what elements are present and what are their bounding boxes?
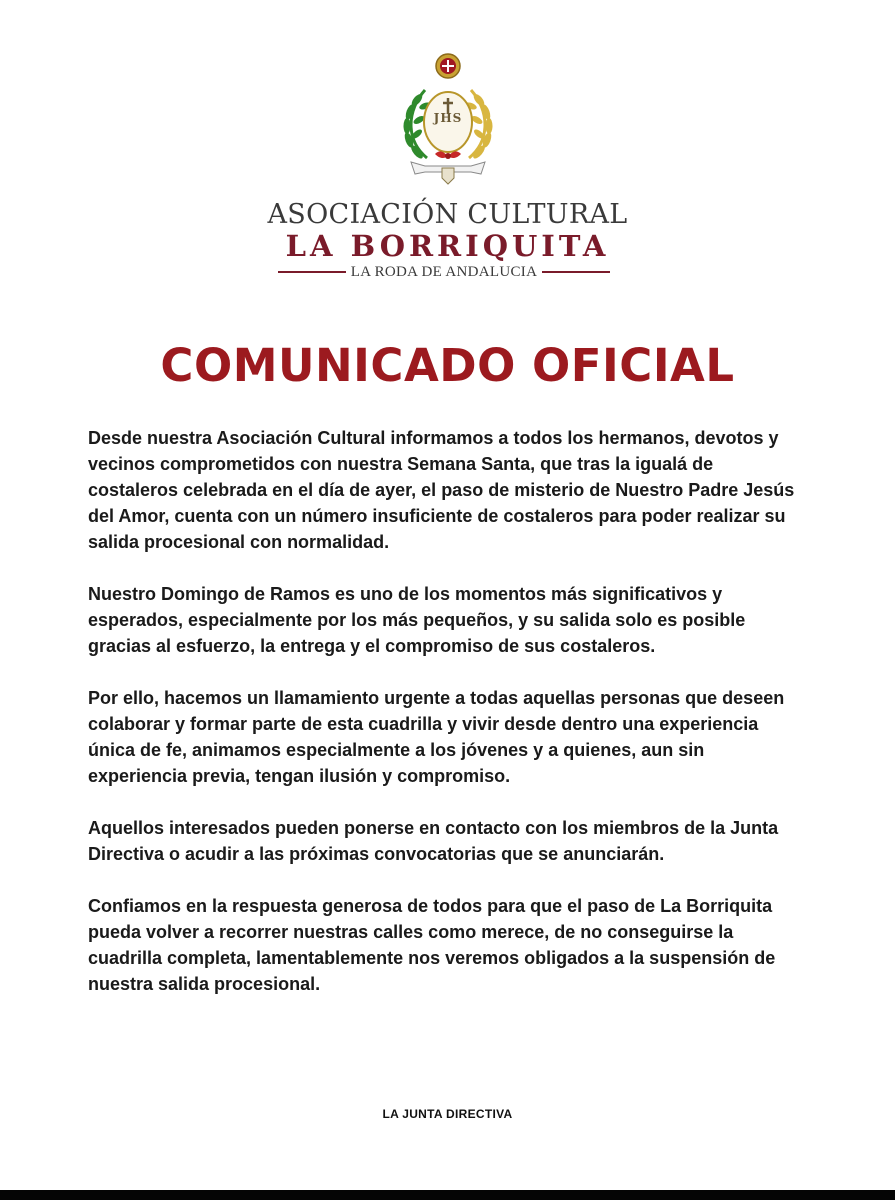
org-name-line2: LA BORRIQUITA [285,229,610,263]
paragraph-1: Desde nuestra Asociación Cultural informamos a todos los hermanos, devotos y vecinos comprometidos con nuestra Semana Santa, que tras la igualá de costaleros celebrada en el día de ayer, el paso de misterio de Nuestro Padre Jesús del Amor, cuenta con un número insuficiente de costaleros para poder realizar su salida procesional con normalidad. [88,428,795,552]
left-divider [278,271,346,273]
paragraph-5: Confiamos en la respuesta generosa de todos para que el paso de La Borriquita pueda volver a recorrer nuestras calles como merece, de no conseguirse la cuadrilla completa, lamentablemente nos veremos obligados a la suspensión de nuestra salida procesional. [88,896,776,994]
org-name-line1: ASOCIACIÓN CULTURAL [267,199,628,230]
org-location-row [278,262,610,282]
signature: LA JUNTA DIRECTIVA [382,1107,513,1121]
right-divider [542,271,610,273]
announcement-body [88,425,808,1023]
page-title: COMUNICADO OFICIAL [160,339,735,392]
paragraph-3: Por ello, hacemos un llamamiento urgente a todas aquellas personas que deseen colaborar y formar parte de esta cuadrilla y vivir desde dentro una experiencia única de fe, animamos especialmente a los jóvenes y a quienes, aun sin experiencia previa, tengan ilusión y compromiso. [88,688,785,786]
bottom-bar [0,1190,895,1200]
paragraph-4: Aquellos interesados pueden ponerse en contacto con los miembros de la Junta Directiva o acudir a las próximas convocatorias que se anunciarán. [88,818,779,864]
paragraph-2: Nuestro Domingo de Ramos es uno de los momentos más significativos y esperados, especialmente por los más pequeños, y su salida solo es posible gracias al esfuerzo, la entrega y el compromiso de sus costaleros. [88,584,746,656]
org-location: LA RODA DE ANDALUCIA [350,263,538,280]
crest-monogram: JHS [433,111,463,125]
